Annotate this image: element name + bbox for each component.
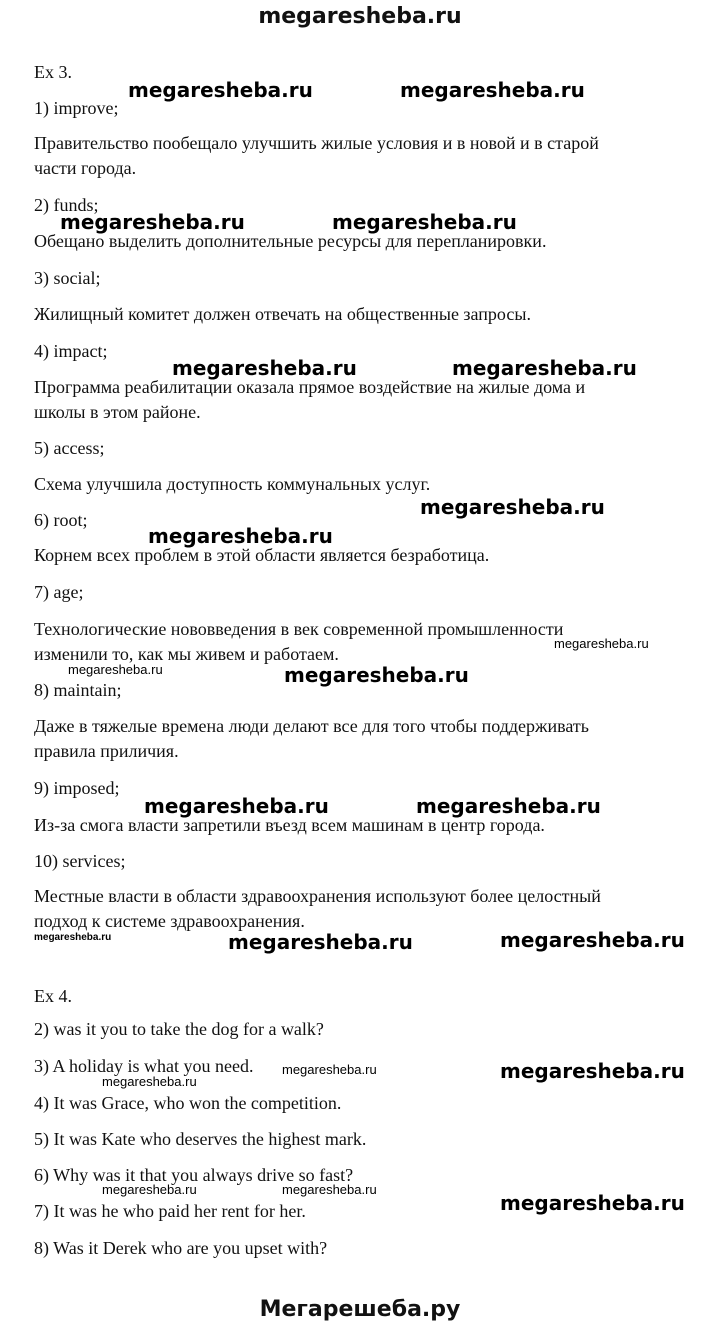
ex3-item-10-word: 10) services; xyxy=(34,851,126,871)
watermark: megaresheba.ru xyxy=(500,928,685,952)
ex3-item-2-line-1: Обещано выделить дополнительные ресурсы для перепланировки. xyxy=(34,231,547,251)
watermark-small: megaresheba.ru xyxy=(102,1074,197,1089)
watermark-small: megaresheba.ru xyxy=(282,1062,377,1077)
watermark: megaresheba.ru xyxy=(452,356,637,380)
ex3-item-3-word: 3) social; xyxy=(34,268,101,288)
ex4-item: 7) It was he who paid her rent for her. xyxy=(34,1201,306,1221)
watermark-small: megaresheba.ru xyxy=(554,636,649,651)
ex3-item-1-word: 1) improve; xyxy=(34,98,119,118)
ex3-item-7-word: 7) age; xyxy=(34,582,84,602)
ex4-item: 4) It was Grace, who won the competition. xyxy=(34,1093,342,1113)
ex3-item-5-line-1: Схема улучшила доступность коммунальных услуг. xyxy=(34,474,431,494)
ex3-item-5-word: 5) access; xyxy=(34,438,105,458)
ex3-item-10-line-1: Местные власти в области здравоохранения используют более целостный xyxy=(34,886,601,906)
watermark: megaresheba.ru xyxy=(60,210,245,234)
watermark: megaresheba.ru xyxy=(400,78,585,102)
ex3-item-1-line-1: Правительство пообещало улучшить жилые условия и в новой и в старой xyxy=(34,133,599,153)
site-header: megaresheba.ru xyxy=(258,4,462,29)
watermark-tiny: megaresheba.ru xyxy=(34,932,112,943)
watermark-small: megaresheba.ru xyxy=(102,1182,197,1197)
ex4-title: Ex 4. xyxy=(34,986,72,1006)
ex3-item-4-line-1: Программа реабилитации оказала прямое воздействие на жилые дома и xyxy=(34,377,586,397)
ex4-item: 8) Was it Derek who are you upset with? xyxy=(34,1238,328,1258)
ex3-item-3-line-1: Жилищный комитет должен отвечать на общественные запросы. xyxy=(34,304,531,324)
ex3-title: Ex 3. xyxy=(34,62,72,82)
ex3-item-8-word: 8) maintain; xyxy=(34,680,122,700)
watermark: megaresheba.ru xyxy=(128,78,313,102)
ex3-item-1-line-2: части города. xyxy=(34,158,137,178)
watermark: megaresheba.ru xyxy=(228,930,413,954)
watermark: megaresheba.ru xyxy=(172,356,357,380)
ex4-item: 2) was it you to take the dog for a walk? xyxy=(34,1019,324,1039)
ex3-item-7-line-2: изменили то, как мы живем и работаем. xyxy=(34,644,339,664)
ex3-item-7-line-1: Технологические нововведения в век современной промышленности xyxy=(34,619,564,639)
ex3-item-10-line-2: подход к системе здравоохранения. xyxy=(34,911,305,931)
watermark: megaresheba.ru xyxy=(500,1191,685,1215)
ex4-item: 3) A holiday is what you need. xyxy=(34,1056,254,1076)
ex3-item-8-line-2: правила приличия. xyxy=(34,741,179,761)
site-footer: Мегарешеба.ру xyxy=(259,1297,461,1322)
ex4-item: 6) Why was it that you always drive so fast? xyxy=(34,1165,354,1185)
watermark-small: megaresheba.ru xyxy=(68,662,163,677)
watermark: megaresheba.ru xyxy=(284,663,469,687)
ex3-item-8-line-1: Даже в тяжелые времена люди делают все для того чтобы поддерживать xyxy=(34,716,589,736)
watermark-small: megaresheba.ru xyxy=(282,1182,377,1197)
watermark: megaresheba.ru xyxy=(144,794,329,818)
watermark: megaresheba.ru xyxy=(420,495,605,519)
watermark: megaresheba.ru xyxy=(416,794,601,818)
ex3-item-9-line-1: Из-за смога власти запретили въезд всем машинам в центр города. xyxy=(34,815,545,835)
ex3-item-4-line-2: школы в этом районе. xyxy=(34,402,201,422)
watermark: megaresheba.ru xyxy=(148,524,333,548)
ex4-item: 5) It was Kate who deserves the highest mark. xyxy=(34,1129,367,1149)
ex3-item-4-word: 4) impact; xyxy=(34,341,108,361)
watermark: megaresheba.ru xyxy=(500,1059,685,1083)
ex3-item-9-word: 9) imposed; xyxy=(34,778,120,798)
ex3-item-2-word: 2) funds; xyxy=(34,195,99,215)
ex3-item-6-word: 6) root; xyxy=(34,510,88,530)
ex3-item-6-line-1: Корнем всех проблем в этой области является безработица. xyxy=(34,545,490,565)
watermark: megaresheba.ru xyxy=(332,210,517,234)
